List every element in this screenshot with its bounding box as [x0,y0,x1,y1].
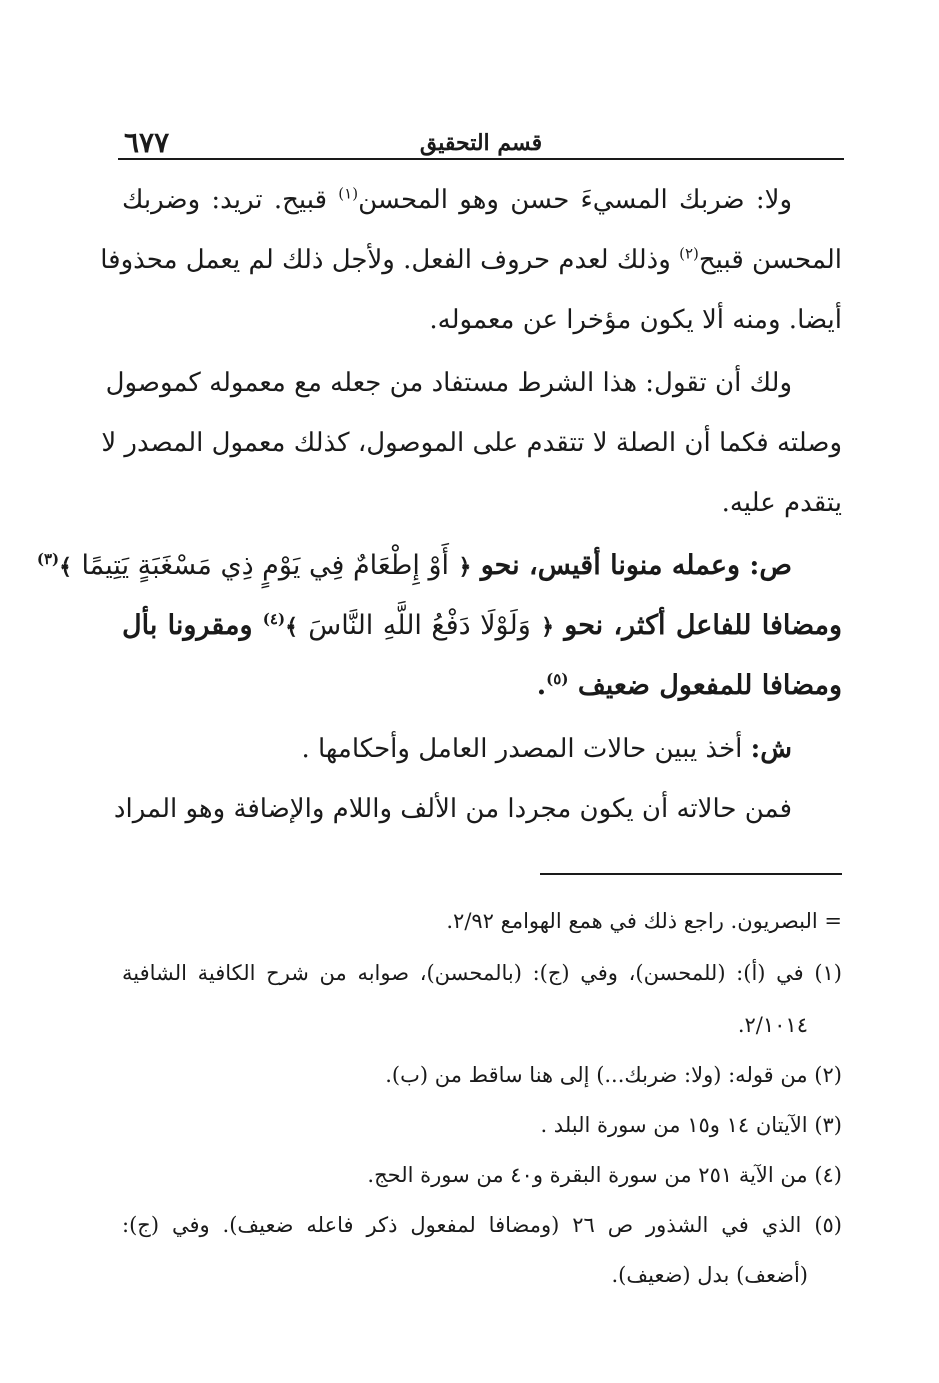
footnote-5-cont: (أضعف) بدل (ضعيف). [611,1263,808,1287]
footnote-continued: = البصريون. راجع ذلك في همع الهوامع ٢/٩٢. [446,909,842,933]
matn-line: ومضافا للفاعل أكثر، نحو ﴿ وَلَوْلَا دَفْعُ اللَّهِ النَّاسَ ﴾$^{(٤)}$ ومقرونا بأل [122,610,843,641]
footnote-1-cont: ٢/١٠١٤. [737,1013,808,1037]
matn-line: ومضافا للمفعول ضعيف $^{(٥)}$. [536,670,842,701]
quran-verse: أَوْ إِطْعَامٌ فِي يَوْمٍ ذِي مَسْغَبَةٍ يَتِيمًا [81,550,450,581]
footnote-ref: (١) [338,184,359,203]
body-line: وصلته فكما أن الصلة لا تتقدم على الموصول، كذلك معمول المصدر لا [101,428,842,458]
sharh-line: فمن حالاته أن يكون مجردا من الألف واللام والإضافة وهو المراد [113,794,792,824]
quran-open-bracket: ﴿ [458,554,472,580]
quran-close-bracket: ﴾ [285,614,298,640]
footnote-rule [540,873,842,875]
body-line: المحسن قبيح$^{(٢)}$ وذلك لعدم حروف الفعل. ولأجل ذلك لم يعمل محذوفا [100,244,842,275]
footnotes [122,896,842,1300]
body-line: يتقدم عليه. [721,488,842,518]
page-header [120,126,842,160]
quran-verse: وَلَوْلَا دَفْعُ اللَّهِ النَّاسَ [308,610,531,641]
footnote-ref: (٤) [262,610,286,628]
matn-line: ص: وعمله منونا أقيس، نحو ﴿ أَوْ إِطْعَامٌ فِي يَوْمٍ ذِي مَسْغَبَةٍ يَتِيمًا ﴾$^{(٣)}$ [36,550,792,581]
main-text [36,170,843,839]
footnote-ref: (٣) [36,550,60,568]
body-line: ولك أن تقول: هذا الشرط مستفاد من جعله مع معموله كموصول [105,368,792,398]
sharh-line: ش: أخذ يبين حالات المصدر العامل وأحكامها . [301,734,792,764]
body-line: ولا: ضربك المسيءَ حسن وهو المحسن$^{(١)}$ قبيح. تريد: وضربك [122,184,792,215]
footnote-ref: (٢) [679,244,699,263]
quran-close-bracket: ﴾ [59,554,73,580]
footnote-3: (٣) الآيتان ١٤ و١٥ من سورة البلد . [540,1113,842,1137]
page-number: ٦٧٧ [124,126,170,159]
footnote-1: (١) في (أ): (للمحسن)، وفي (ج): (بالمحسن)، صوابه من شرح الكافية الشافية [122,961,842,985]
quran-open-bracket: ﴿ [541,614,554,640]
header-rule [118,158,844,160]
running-title: قسم التحقيق [419,130,543,156]
footnote-2: (٢) من قوله: (ولا: ضربك...) إلى هنا ساقط من (ب). [385,1063,842,1087]
footnote-ref: (٥) [546,670,569,688]
sharh-label: ش: [750,734,792,764]
footnote-5: (٥) الذي في الشذور ص ٢٦ (ومضافا لمفعول ذكر فاعله ضعيف). وفي (ج): [122,1213,842,1237]
footnote-4: (٤) من الآية ٢٥١ من سورة البقرة و٤٠ من سورة الحج. [367,1163,842,1187]
body-line: أيضا. ومنه ألا يكون مؤخرا عن معموله. [429,305,842,335]
